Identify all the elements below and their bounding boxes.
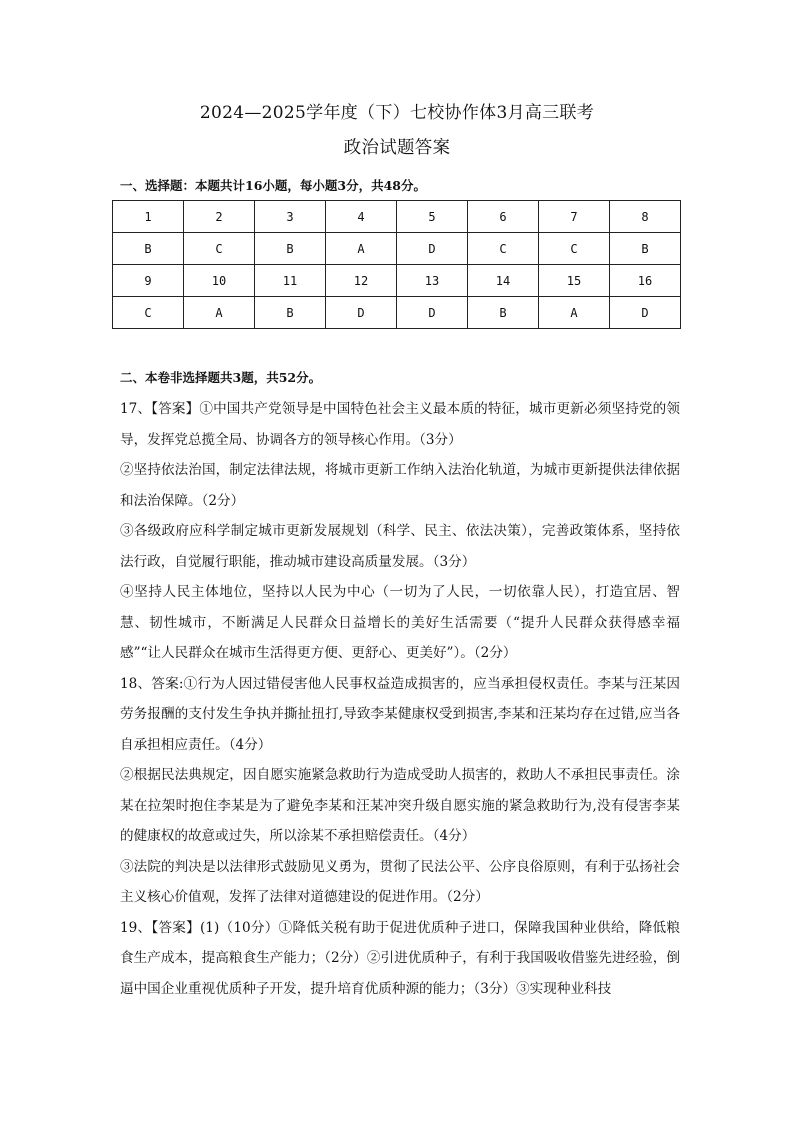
question-number-cell: 15 [539, 265, 610, 297]
answer-letter-cell: C [468, 233, 539, 265]
question-number-cell: 16 [610, 265, 681, 297]
question-number-cell: 4 [326, 201, 397, 233]
answer-paragraph: ②坚持依法治国，制定法律法规，将城市更新工作纳入法治化轨道，为城市更新提供法律依据和法治保障。（2分） [120, 462, 680, 509]
answer-letter-cell: C [184, 233, 255, 265]
section-1-heading: 一、选择题：本题共计16小题，每小题3分，共48分。 [120, 178, 426, 193]
answer-letter-cell: D [397, 297, 468, 329]
section-2-heading: 二、本卷非选择题共3题，共52分。 [120, 370, 322, 385]
question-number-cell: 2 [184, 201, 255, 233]
answer-letter-cell: B [468, 297, 539, 329]
question-number-cell: 11 [255, 265, 326, 297]
answer-letter-row [113, 233, 681, 265]
question-number-cell: 1 [113, 201, 184, 233]
answer-body [120, 394, 680, 1004]
answer-letter-cell: D [610, 297, 681, 329]
question-number-cell: 14 [468, 265, 539, 297]
question-number-row [113, 265, 681, 297]
answer-paragraph: 17、【答案】①中国共产党领导是中国特色社会主义最本质的特征，城市更新必须坚持党的领导，发挥党总揽全局、协调各方的领导核心作用。（3分） [120, 401, 680, 448]
answer-paragraph: 18、答案:①行为人因过错侵害他人民事权益造成损害的，应当承担侵权责任。李某与汪某因劳务报酬的支付发生争执并撕扯扭打,导致李某健康权受到损害,李某和汪某均存在过错,应当各自承担相应责任。（4分） [120, 675, 680, 753]
answer-letter-cell: C [539, 233, 610, 265]
answer-paragraph: ③各级政府应科学制定城市更新发展规划（科学、民主、依法决策），完善政策体系，坚持依法行政，自觉履行职能，推动城市建设高质量发展。（3分） [120, 523, 680, 570]
question-number-cell: 5 [397, 201, 468, 233]
answer-letter-cell: B [255, 297, 326, 329]
question-number-cell: 8 [610, 201, 681, 233]
document-title: 2024—2025学年度（下）七校协作体3月高三联考 [199, 103, 595, 123]
document-subtitle: 政治试题答案 [343, 138, 451, 158]
answer-letter-row [113, 297, 681, 329]
answer-letter-cell: D [397, 233, 468, 265]
answer-paragraph: ③法院的判决是以法律形式鼓励见义勇为，贯彻了民法公平、公序良俗原则，有利于弘扬社会主义核心价值观，发挥了法律对道德建设的促进作用。（2分） [120, 858, 680, 905]
answer-letter-cell: A [326, 233, 397, 265]
answer-letter-cell: B [113, 233, 184, 265]
question-number-cell: 13 [397, 265, 468, 297]
answer-letter-cell: D [326, 297, 397, 329]
answer-letter-cell: B [610, 233, 681, 265]
question-number-cell: 12 [326, 265, 397, 297]
question-number-cell: 3 [255, 201, 326, 233]
answer-letter-cell: A [184, 297, 255, 329]
answer-letter-cell: C [113, 297, 184, 329]
question-number-cell: 10 [184, 265, 255, 297]
question-number-cell: 9 [113, 265, 184, 297]
answer-paragraph: ④坚持人民主体地位，坚持以人民为中心（一切为了人民，一切依靠人民），打造宜居、智慧、韧性城市，不断满足人民群众日益增长的美好生活需要（“提升人民群众获得感幸福感”“让人民群众在城市生活得更方便、更舒心、更美好”）。（2分） [120, 584, 680, 661]
answer-paragraph: 19、【答案】(1)（10分）①降低关税有助于促进优质种子进口，保障我国种业供给，降低粮食生产成本，提高粮食生产能力；（2分）②引进优质种子，有利于我国吸收借鉴先进经验，倒逼中国企业重视优质种子开发，提升培育优质种源的能力；（3分）③实现种业科技 [120, 919, 680, 997]
answer-letter-cell: A [539, 297, 610, 329]
question-number-row [113, 201, 681, 233]
answer-table [112, 200, 681, 329]
question-number-cell: 6 [468, 201, 539, 233]
answer-letter-cell: B [255, 233, 326, 265]
question-number-cell: 7 [539, 201, 610, 233]
answer-paragraph: ②根据民法典规定，因自愿实施紧急救助行为造成受助人损害的，救助人不承担民事责任。涂某在拉架时抱住李某是为了避免李某和汪某冲突升级自愿实施的紧急救助行为,没有侵害李某的健康权的故意或过失，所以涂某不承担赔偿责任。（4分） [120, 767, 680, 844]
